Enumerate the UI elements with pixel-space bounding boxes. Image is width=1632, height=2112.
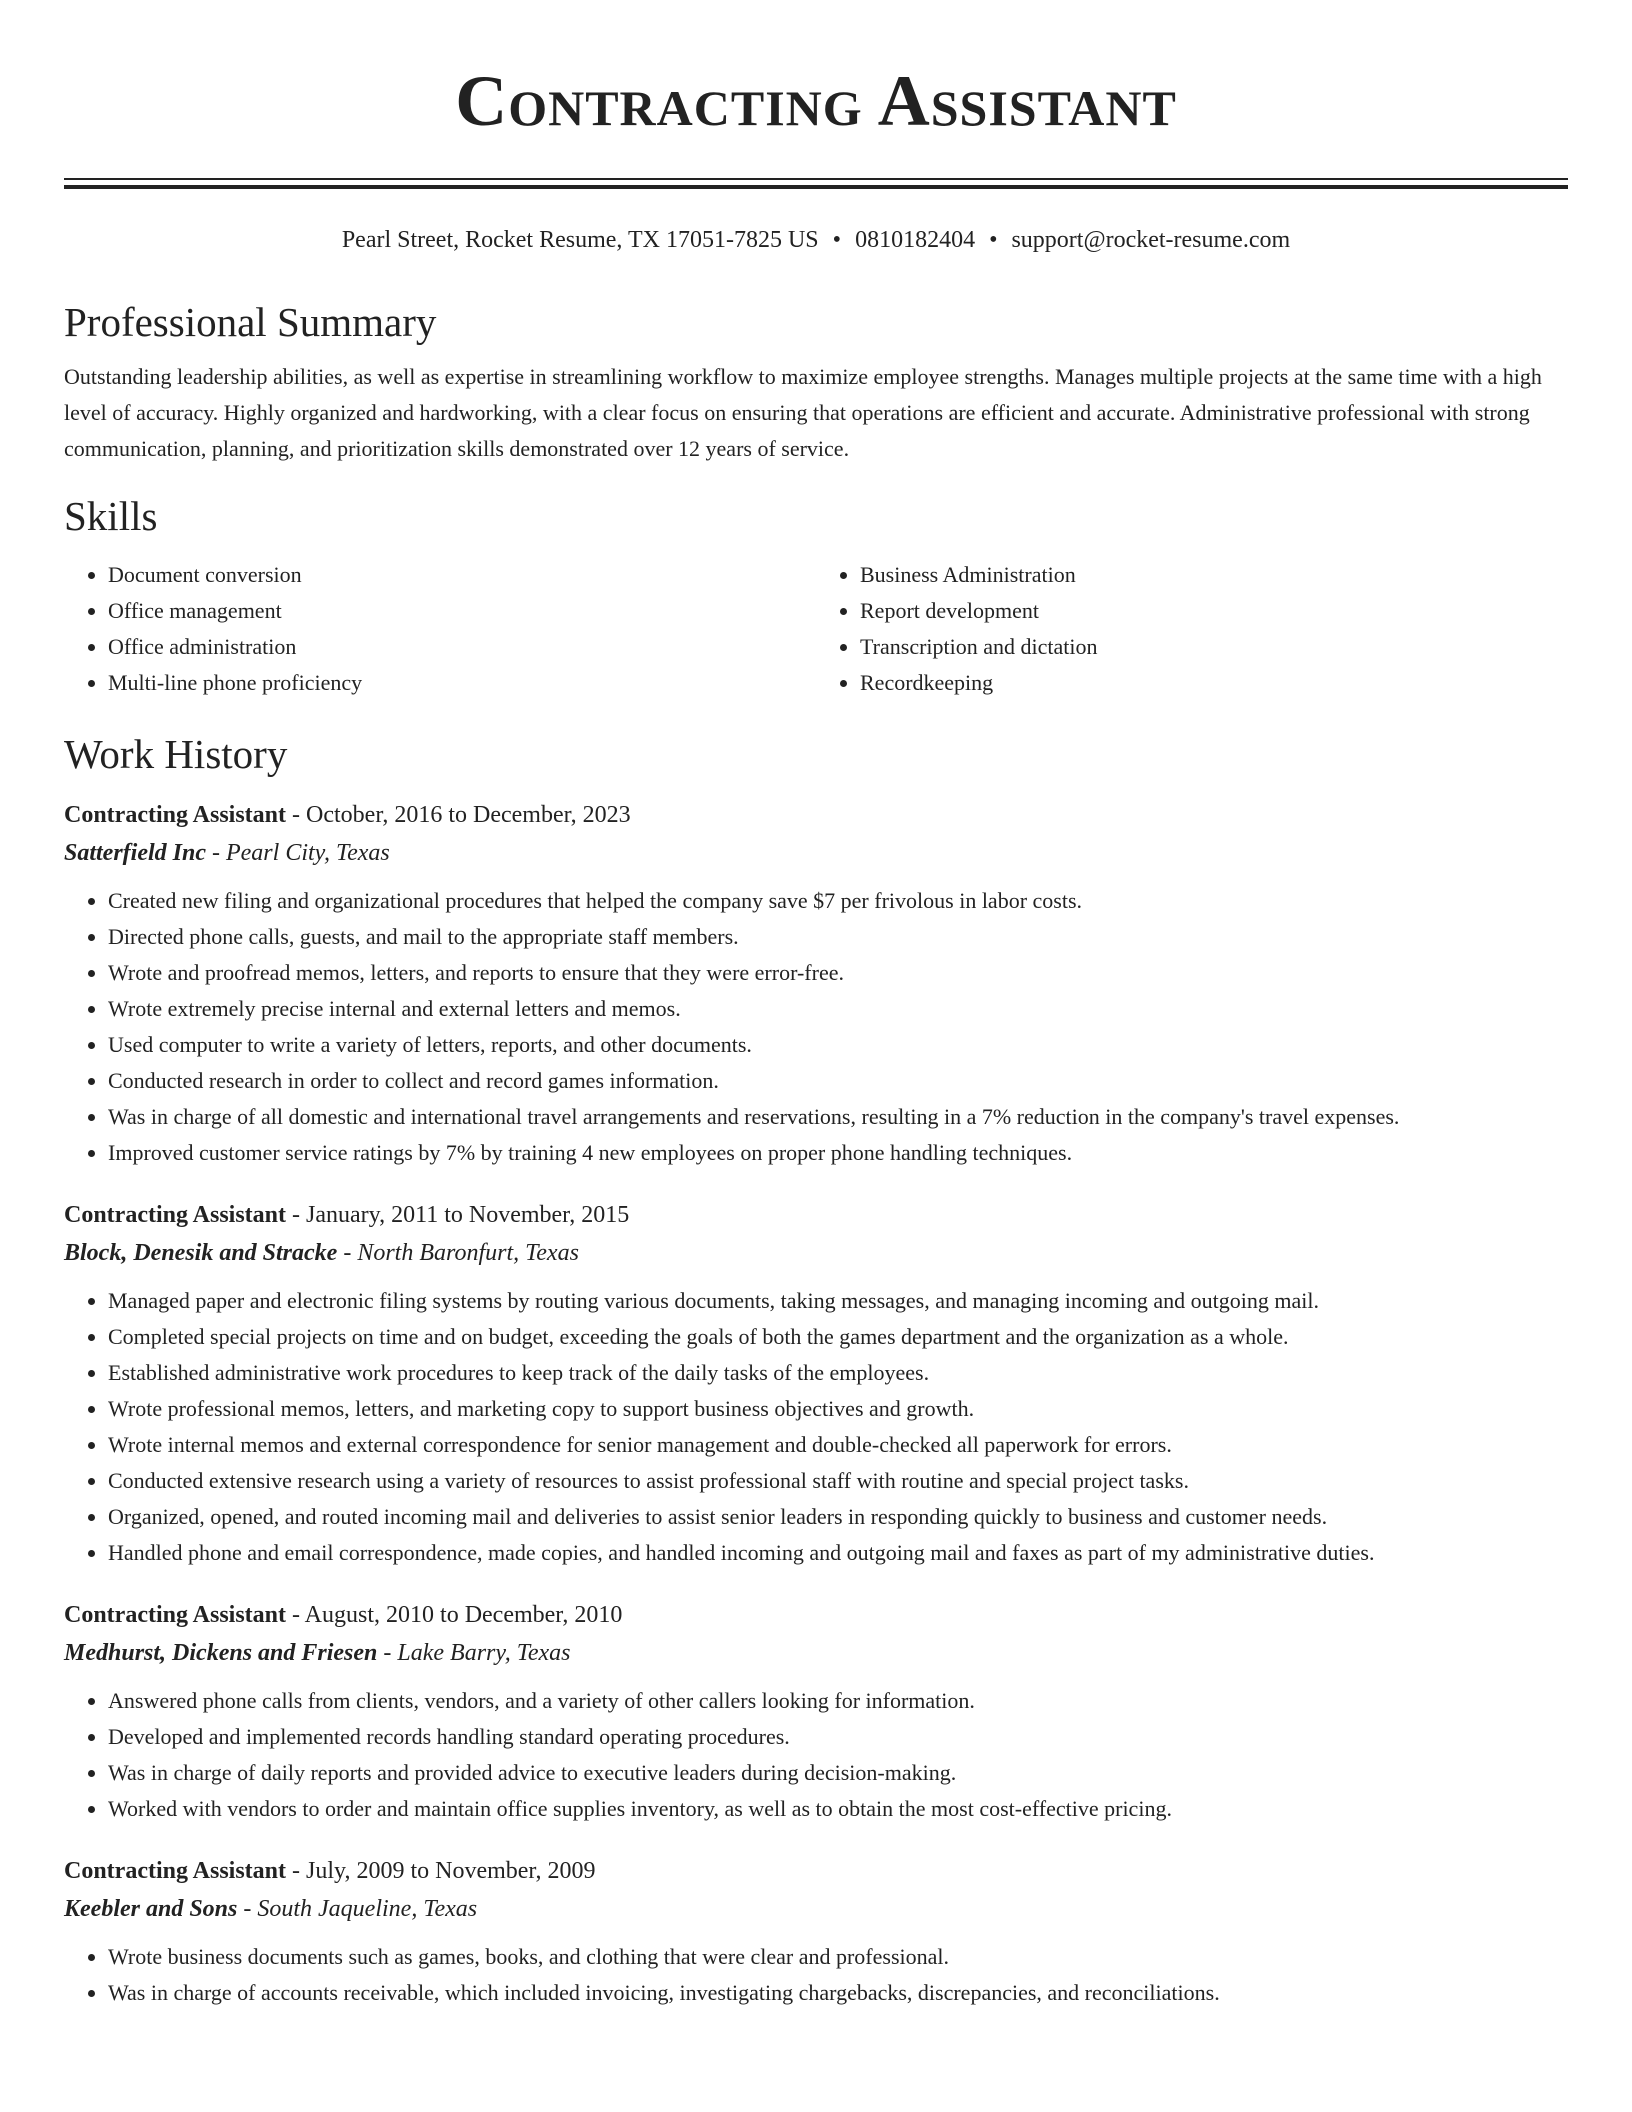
contact-phone: 0810182404 bbox=[855, 227, 976, 253]
contact-separator: • bbox=[989, 227, 998, 253]
job-bullet: • Conducted research in order to collect and record games information. bbox=[108, 1063, 1568, 1099]
section-title-skills: Skills bbox=[64, 493, 158, 539]
header-divider bbox=[64, 178, 1568, 189]
skill-item: • Document conversion bbox=[108, 557, 816, 593]
job-bullets bbox=[64, 883, 1568, 1171]
job-bullet: • Wrote and proofread memos, letters, and reports to ensure that they were error-free. bbox=[108, 955, 1568, 991]
job-bullet: • Organized, opened, and routed incoming mail and deliveries to assist senior leaders in responding quickly to business and customer needs. bbox=[108, 1499, 1568, 1535]
job-location: - North Baronfurt, Texas bbox=[337, 1240, 579, 1266]
skill-item: • Office management bbox=[108, 593, 816, 629]
contact-email: support@rocket-resume.com bbox=[1011, 227, 1291, 253]
resume-page bbox=[64, 0, 1568, 2011]
contact-line bbox=[64, 225, 1568, 255]
skill-item: • Multi-line phone proficiency bbox=[108, 665, 816, 701]
job-bullet: • Was in charge of daily reports and provided advice to executive leaders during decision-making. bbox=[108, 1755, 1568, 1791]
job-dates: - July, 2009 to November, 2009 bbox=[286, 1858, 596, 1884]
job-entry bbox=[64, 1597, 1568, 1827]
job-company: Satterfield Inc bbox=[64, 840, 206, 866]
job-bullet: • Established administrative work procedures to keep track of the daily tasks of the employees. bbox=[108, 1355, 1568, 1391]
skill-item: • Transcription and dictation bbox=[860, 629, 1568, 665]
job-dates: - January, 2011 to November, 2015 bbox=[286, 1202, 630, 1228]
job-bullet: • Was in charge of all domestic and international travel arrangements and reservations, resulting in a 7% reduction in the company's travel expenses. bbox=[108, 1099, 1568, 1135]
job-bullet: • Improved customer service ratings by 7% by training 4 new employees on proper phone handling techniques. bbox=[108, 1135, 1568, 1171]
skill-item: • Report development bbox=[860, 593, 1568, 629]
job-heading bbox=[64, 1597, 1568, 1633]
job-location: - Pearl City, Texas bbox=[206, 840, 390, 866]
job-employer bbox=[64, 1633, 1568, 1673]
job-bullet: • Created new filing and organizational procedures that helped the company save $7 per frivolous in labor costs. bbox=[108, 883, 1568, 919]
job-bullet: • Completed special projects on time and on budget, exceeding the goals of both the games department and the organization as a whole. bbox=[108, 1319, 1568, 1355]
job-bullet: • Wrote business documents such as games, books, and clothing that were clear and professional. bbox=[108, 1939, 1568, 1975]
job-location: - South Jaqueline, Texas bbox=[237, 1896, 478, 1922]
job-role: Contracting Assistant bbox=[64, 1858, 287, 1884]
section-title-summary: Professional Summary bbox=[64, 299, 437, 345]
resume-name: Contracting Assistant bbox=[455, 61, 1177, 141]
job-company: Keebler and Sons bbox=[64, 1896, 238, 1922]
job-bullet: • Wrote internal memos and external correspondence for senior management and double-checked all paperwork for errors. bbox=[108, 1427, 1568, 1463]
job-company: Block, Denesik and Stracke bbox=[64, 1240, 338, 1266]
skill-item: • Recordkeeping bbox=[860, 665, 1568, 701]
job-bullet: • Was in charge of accounts receivable, which included invoicing, investigating chargebacks, discrepancies, and reconciliations. bbox=[108, 1975, 1568, 2011]
section-title-work-history: Work History bbox=[64, 731, 288, 777]
job-bullet: • Developed and implemented records handling standard operating procedures. bbox=[108, 1719, 1568, 1755]
job-entry bbox=[64, 1197, 1568, 1571]
job-bullet: • Directed phone calls, guests, and mail to the appropriate staff members. bbox=[108, 919, 1568, 955]
job-company: Medhurst, Dickens and Friesen bbox=[64, 1640, 378, 1666]
contact-separator: • bbox=[832, 227, 842, 253]
job-role: Contracting Assistant bbox=[64, 802, 287, 828]
job-bullet: • Handled phone and email correspondence, made copies, and handled incoming and outgoing mail and faxes as part of my administrative duties. bbox=[108, 1535, 1568, 1571]
job-employer bbox=[64, 1889, 1568, 1929]
skills-list bbox=[64, 557, 1568, 701]
skills-column-right bbox=[816, 557, 1568, 701]
skills-column-left bbox=[64, 557, 816, 701]
job-location: - Lake Barry, Texas bbox=[377, 1640, 571, 1666]
job-heading bbox=[64, 1197, 1568, 1233]
contact-address: Pearl Street, Rocket Resume, TX 17051-7825 US bbox=[341, 227, 819, 253]
job-role: Contracting Assistant bbox=[64, 1202, 287, 1228]
job-bullets bbox=[64, 1683, 1568, 1827]
job-bullet: • Wrote professional memos, letters, and marketing copy to support business objectives and growth. bbox=[108, 1391, 1568, 1427]
job-bullet: • Conducted extensive research using a variety of resources to assist professional staff with routine and special project tasks. bbox=[108, 1463, 1568, 1499]
summary-text: Outstanding leadership abilities, as well as expertise in streamlining workflow to maximize employee strengths. Manages multiple projects at the same time with a high level of accuracy. Highly organized and hardworking, with a clear focus on ensuring that operations are efficient and accurate. Administrative professional with strong communication, planning, and prioritization skills demonstrated over 12 years of service. bbox=[64, 364, 1542, 461]
job-bullet: • Used computer to write a variety of letters, reports, and other documents. bbox=[108, 1027, 1568, 1063]
job-heading bbox=[64, 797, 1568, 833]
job-dates: - August, 2010 to December, 2010 bbox=[286, 1602, 623, 1628]
job-bullet: • Wrote extremely precise internal and external letters and memos. bbox=[108, 991, 1568, 1027]
job-bullet: • Managed paper and electronic filing systems by routing various documents, taking messages, and managing incoming and outgoing mail. bbox=[108, 1283, 1568, 1319]
job-heading bbox=[64, 1853, 1568, 1889]
job-role: Contracting Assistant bbox=[64, 1602, 287, 1628]
work-history-list bbox=[64, 797, 1568, 2011]
skill-item: • Business Administration bbox=[860, 557, 1568, 593]
job-entry bbox=[64, 1853, 1568, 2011]
job-dates: - October, 2016 to December, 2023 bbox=[286, 802, 631, 828]
job-bullet: • Worked with vendors to order and maintain office supplies inventory, as well as to obtain the most cost-effective pricing. bbox=[108, 1791, 1568, 1827]
job-bullet: • Answered phone calls from clients, vendors, and a variety of other callers looking for information. bbox=[108, 1683, 1568, 1719]
job-bullets bbox=[64, 1939, 1568, 2011]
job-entry bbox=[64, 797, 1568, 1171]
skill-item: • Office administration bbox=[108, 629, 816, 665]
job-employer bbox=[64, 833, 1568, 873]
job-employer bbox=[64, 1233, 1568, 1273]
job-bullets bbox=[64, 1283, 1568, 1571]
